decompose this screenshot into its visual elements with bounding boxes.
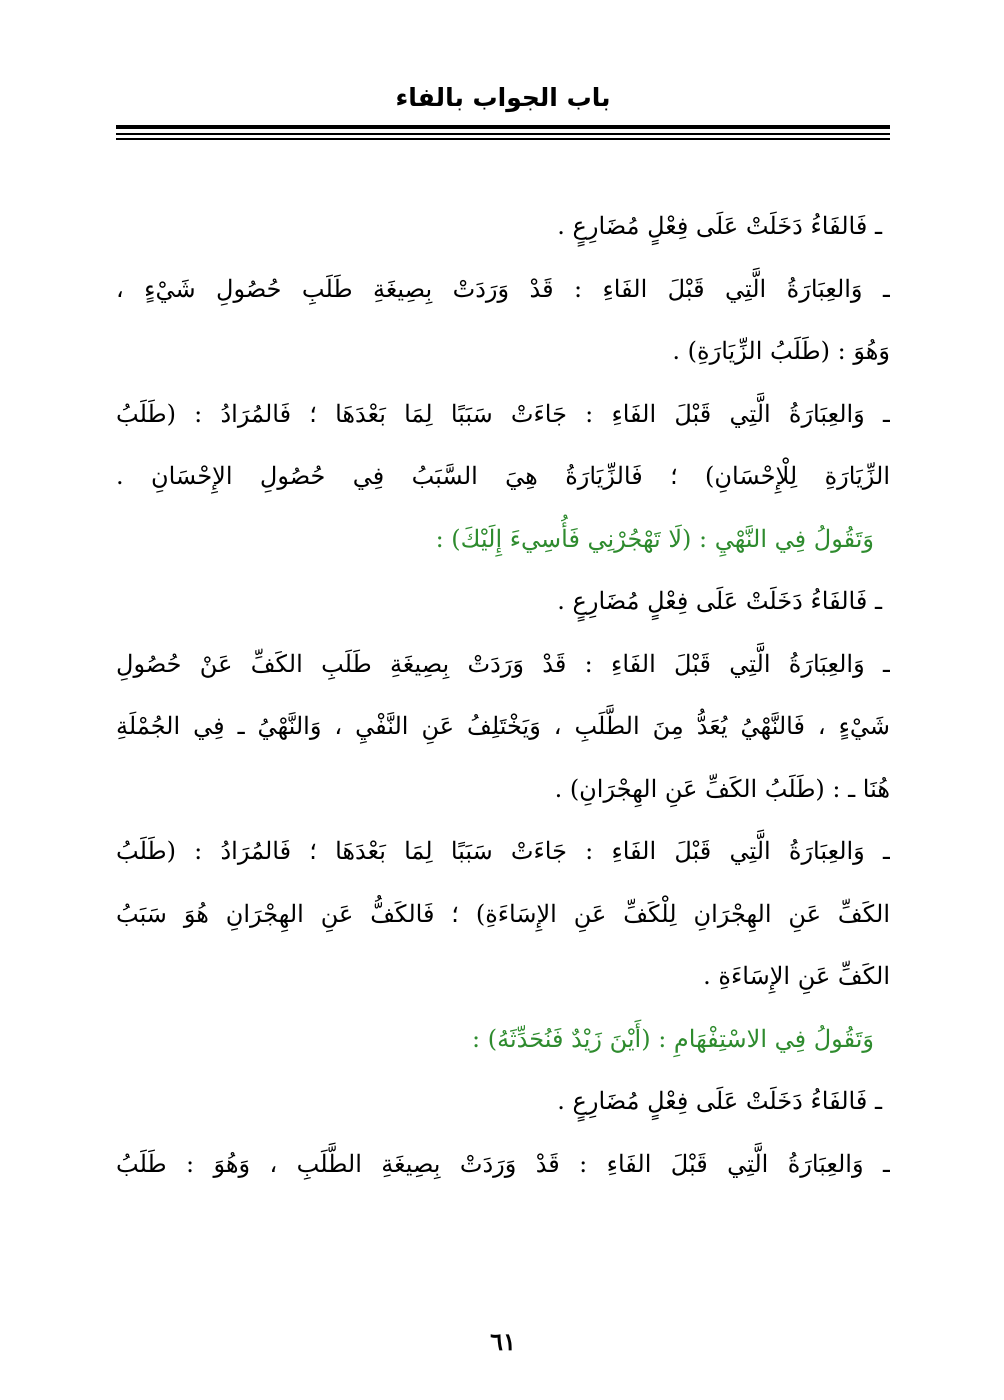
text-line: وَهُوَ : (طَلَبُ الزِّيَارَةِ) . — [672, 337, 890, 365]
section-heading-istifham: وَتَقُولُ فِي الاسْتِفْهَامِ : (أَيْنَ زَيْدٌ فَنُحَدِّثَهُ) : — [472, 1024, 874, 1053]
text-line: ـ وَالعِبَارَةُ الَّتِي قَبْلَ الفَاءِ : قَدْ وَرَدَتْ بِصِيغَةِ طَلَبِ حُصُولِ شَيْءٍ ، — [116, 274, 890, 303]
text-line: ـ فَالفَاءُ دَخَلَتْ عَلَى فِعْلٍ مُضَارِعٍ . — [557, 1087, 882, 1115]
page-header-title: باب الجواب بالفاء — [395, 83, 611, 112]
text-line: ـ وَالعِبَارَةُ الَّتِي قَبْلَ الفَاءِ : جَاءَتْ سَبَبًا لِمَا بَعْدَهَا ؛ فَالمُرَادُ : (طَلَبُ — [116, 837, 890, 865]
text-line: ـ وَالعِبَارَةُ الَّتِي قَبْلَ الفَاءِ : قَدْ وَرَدَتْ بِصِيغَةِ الطَّلَبِ ، وَهُوَ : طَلَبُ — [116, 1149, 890, 1178]
header-rule-thin-2 — [116, 138, 890, 140]
text-line: ـ وَالعِبَارَةُ الَّتِي قَبْلَ الفَاءِ : جَاءَتْ سَبَبًا لِمَا بَعْدَهَا ؛ فَالمُرَادُ : (طَلَبُ — [116, 399, 890, 428]
text-line: الكَفِّ عَنِ الهِجْرَانِ لِلْكَفِّ عَنِ الإِسَاءَةِ) ؛ فَالكَفُّ عَنِ الهِجْرَانِ هُوَ سَبَبُ — [116, 899, 890, 928]
text-line: ـ وَالعِبَارَةُ الَّتِي قَبْلَ الفَاءِ : قَدْ وَرَدَتْ بِصِيغَةِ طَلَبِ الكَفِّ عَنْ حُصُولِ — [116, 649, 890, 678]
text-line: شَيْءٍ ، فَالنَّهْيُ يُعَدُّ مِنَ الطَّلَبِ ، وَيَخْتَلِفُ عَنِ النَّفْيِ ، وَالنَّهْيُ ـ فِي الجُمْلَةِ — [116, 712, 890, 740]
text-line: هُنَا ـ : (طَلَبُ الكَفِّ عَنِ الهِجْرَانِ) . — [554, 774, 890, 803]
header-rule-thin — [116, 133, 890, 135]
page-number: ٦١ — [490, 1327, 516, 1356]
text-line: ـ فَالفَاءُ دَخَلَتْ عَلَى فِعْلٍ مُضَارِعٍ . — [557, 587, 882, 615]
text-line: الزِّيَارَةِ لِلْإِحْسَانِ) ؛ فَالزِّيَارَةُ هِيَ السَّبَبُ فِي حُصُولِ الإِحْسَانِ . — [116, 462, 890, 490]
text-line: ـ فَالفَاءُ دَخَلَتْ عَلَى فِعْلٍ مُضَارِعٍ . — [557, 212, 882, 240]
text-line: الكَفِّ عَنِ الإِسَاءَةِ . — [703, 962, 890, 990]
section-heading-nahy: وَتَقُولُ فِي النَّهْيِ : (لَا تَهْجُرْنِي فَأُسِيءَ إِلَيْكَ) : — [435, 524, 874, 553]
header-rule-thick — [116, 125, 890, 129]
page-body — [116, 195, 890, 1195]
